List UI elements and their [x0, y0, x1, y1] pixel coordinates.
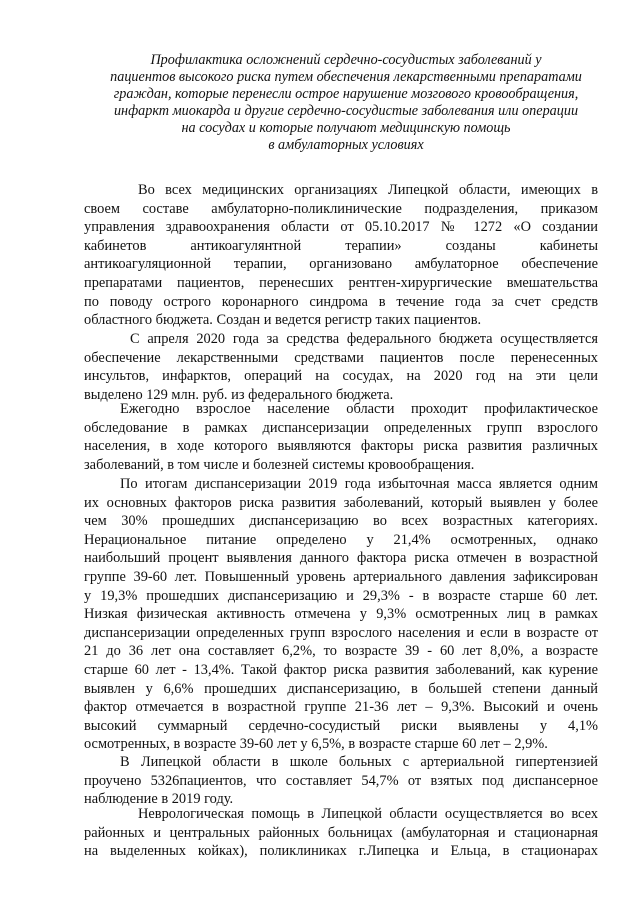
paragraph-neurology [84, 805, 598, 861]
title-line: инфаркт миокарда и другие сердечно-сосудистые заболевания или операции [113, 103, 579, 119]
text-line: Нерациональное питание определено у 21,4% осмотренных, однако [84, 531, 598, 548]
paragraph-federal-budget [84, 330, 598, 404]
text-line: обследование в рамках диспансеризации определенных групп взрослого [84, 419, 598, 436]
text-line: высокий суммарный сердечно-сосудистый риски выявлены у 4,1% [84, 717, 598, 734]
text-line: населения, в ходе которого выявляются факторы риска развития различных [84, 438, 598, 455]
text-line: по поводу острого коронарного синдрома в течение года за счет средств [84, 293, 598, 310]
text-line: у 19,3% прошедших диспансеризацию и 29,3% - в возрасте старше 60 лет. [84, 587, 598, 604]
text-line: диспансеризации определенных групп взрослого населения и если в возрасте от [84, 624, 598, 641]
text-line: кабинетов антикоагулянтной терапии» созданы кабинеты [84, 237, 598, 254]
text-line: Неврологическая помощь в Липецкой области осуществляется во всех [138, 806, 598, 822]
text-line: Ежегодно взрослое население области проходит профилактическое [120, 401, 598, 417]
text-line: Во всех медицинских организациях Липецкой области, имеющих в [138, 182, 598, 198]
text-line: По итогам диспансеризации 2019 года избыточная масса является одним [120, 476, 598, 492]
paragraph-cabinets [84, 181, 598, 330]
text-line: наибольший процент выявления данного фактора риска отмечен в возрастной [84, 550, 598, 567]
text-line: управления здравоохранения области от 05.10.2017 № 1272 «О создании [84, 219, 598, 236]
text-line: выделено 129 млн. руб. из федерального бюджета. [84, 386, 394, 403]
text-line: проучено 5326пациентов, что составляет 54,7% от взятых под диспансерное [84, 772, 598, 789]
title-line: на сосудах и которые получают медицинскую помощь [181, 120, 511, 136]
text-line: группе 39-60 лет. Повышенный уровень артериального давления зафиксирован [84, 568, 598, 585]
paragraph-risk-factors [84, 475, 598, 754]
text-line: старше 60 лет - 13,4%. Такой фактор риска развития заболеваний, как курение [84, 661, 598, 678]
text-line: выявлен у 6,6% прошедших диспансеризацию, в большей степени данный [84, 680, 598, 697]
text-line: фактор отмечается в возрастной группе 21-36 лет – 9,3%. Высокий и очень [84, 699, 598, 716]
paragraph-screening [84, 400, 598, 474]
text-line: заболеваний, в том числе и болезней системы кровообращения. [84, 456, 475, 473]
text-line: районных и центральных районных больницах (амбулаторная и стационарная [84, 824, 598, 841]
text-line: их основных факторов риска развития заболеваний, который выявлен у более [84, 494, 598, 511]
text-line: инсультов, инфарктов, операций на сосудах, на 2020 год на эти цели [84, 368, 598, 385]
text-line: наблюдение в 2019 году. [84, 791, 234, 808]
text-line: осмотренных, в возрасте 39-60 лет у 6,5%, в возрасте старше 60 лет – 2,9%. [84, 736, 548, 753]
text-line: антикоагуляционной терапии, организовано амбулаторное обеспечение [84, 256, 598, 273]
text-line: своем составе амбулаторно-поликлинические подразделения, приказом [84, 200, 598, 217]
text-line: обеспечение лекарственными средствами пациентов после перенесенных [84, 349, 598, 366]
title-line: в амбулаторных условиях [268, 137, 424, 153]
text-line: областного бюджета. Создан и ведется регистр таких пациентов. [84, 312, 482, 329]
text-line: препаратами пациентов, перенесших рентген-хирургические вмешательства [84, 274, 598, 291]
paragraph-hypertension-school [84, 753, 598, 809]
text-line: на выделенных койках), поликлиниках г.Липецка и Ельца, в стационарах [84, 843, 598, 860]
text-line: 21 до 36 лет она составляет 6,2%, то возрасте 39 - 60 лет 8,0%, а возрасте [84, 643, 598, 660]
text-line: В Липецкой области в школе больных с артериальной гипертензией [120, 754, 598, 770]
document-title [92, 52, 600, 154]
title-line: пациентов высокого риска путем обеспечения лекарственными препаратами [110, 69, 582, 85]
title-line: граждан, которые перенесли острое нарушение мозгового кровообращения, [113, 86, 579, 102]
text-line: Низкая физическая активность отмечена у 9,3% осмотренных лиц в рамках [84, 606, 598, 623]
title-line: Профилактика осложнений сердечно-сосудистых заболеваний у [150, 52, 542, 68]
text-line: чем 30% прошедших диспансеризацию во всех возрастных категориях. [84, 513, 598, 530]
text-line: С апреля 2020 года за средства федерального бюджета осуществляется [130, 331, 598, 347]
